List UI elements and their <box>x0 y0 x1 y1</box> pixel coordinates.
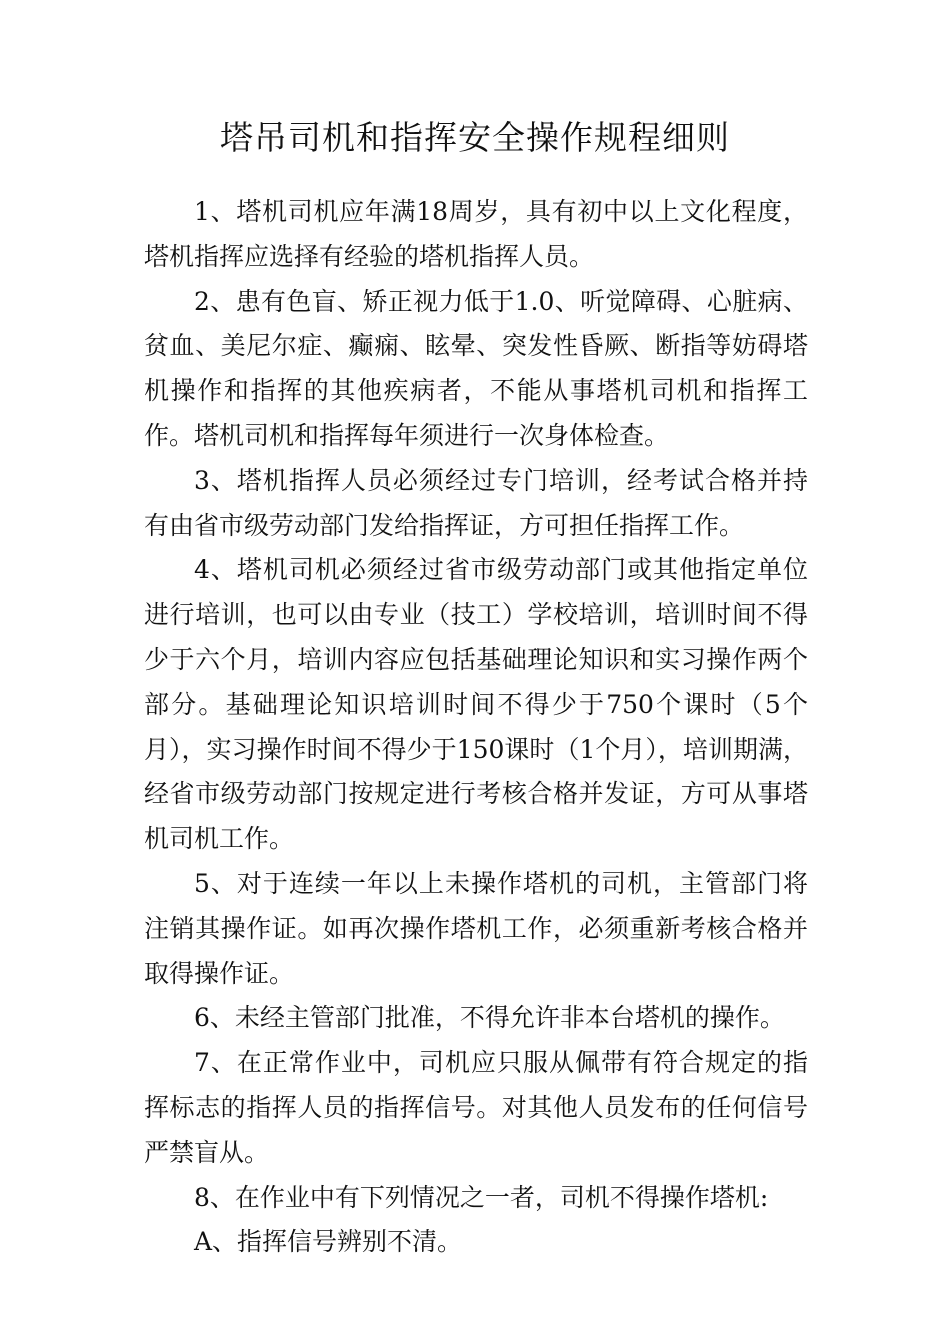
document-body <box>144 190 808 1265</box>
paragraph-2: 2、患有色盲、矫正视力低于1.0、听觉障碍、心脏病、贫血、美尼尔症、癫痫、眩晕、突发性昏厥、断指等妨碍塔机操作和指挥的其他疾病者，不能从事塔机司机和指挥工作。塔机司机和指挥每年须进行一次身体检查。 <box>144 286 808 450</box>
paragraph-5: 5、对于连续一年以上未操作塔机的司机，主管部门将注销其操作证。如再次操作塔机工作，必须重新考核合格并取得操作证。 <box>144 868 808 988</box>
paragraph-6: 6、未经主管部门批准，不得允许非本台塔机的操作。 <box>194 1003 785 1033</box>
document-title: 塔吊司机和指挥安全操作规程细则 <box>220 118 730 157</box>
paragraph-7: 7、在正常作业中，司机应只服从佩带有符合规定的指挥标志的指挥人员的指挥信号。对其他人员发布的任何信号严禁盲从。 <box>144 1048 808 1167</box>
paragraph-8a: A、指挥信号辨别不清。 <box>194 1227 463 1257</box>
paragraph-8: 8、在作业中有下列情况之一者，司机不得操作塔机: <box>194 1182 769 1212</box>
paragraph-1: 1、塔机司机应年满18周岁，具有初中以上文化程度，塔机指挥应选择有经验的塔机指挥人员。 <box>144 197 808 271</box>
paragraph-3: 3、塔机指挥人员必须经过专门培训，经考试合格并持有由省市级劳动部门发给指挥证，方可担任指挥工作。 <box>144 465 808 540</box>
paragraph-4: 4、塔机司机必须经过省市级劳动部门或其他指定单位进行培训，也可以由专业（技工）学校培训，培训时间不得少于六个月，培训内容应包括基础理论知识和实习操作两个部分。基础理论知识培训时间不得少于750个课时（5个月），实习操作时间不得少于150课时（1个月），培训期满，经省市级劳动部门按规定进行考核合格并发证，方可从事塔机司机工作。 <box>144 555 808 854</box>
